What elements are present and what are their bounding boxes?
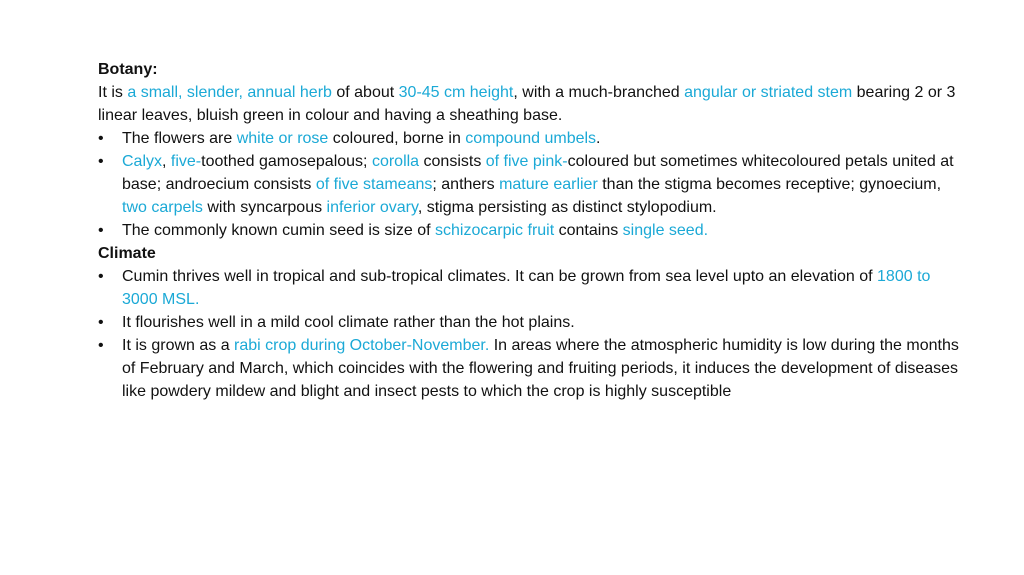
climate-bullet-flourishes	[98, 311, 968, 334]
text-run: with syncarpous	[202, 199, 327, 216]
slide-content	[98, 58, 968, 403]
text-run: In areas where the atmospheric humidity is low during the months of February and March, which coincides with the flowering and fruiting periods, it induces the development of diseases like powdery mildew and blight and insect pests to which the crop is highly susceptible	[122, 337, 959, 400]
bullet-text	[122, 153, 954, 216]
text-run: bearing 2 or 3 linear leaves, bluish green in colour and having a sheathing base.	[98, 84, 956, 124]
climate-bullet-thrives	[98, 265, 968, 311]
botany-bullet-seed	[98, 219, 968, 242]
bullet-text	[122, 130, 601, 147]
bullet-text	[122, 314, 575, 331]
bullet-icon: •	[98, 314, 104, 331]
bullet-icon: •	[98, 130, 104, 147]
highlighted-text: five-	[170, 153, 202, 170]
highlighted-text: inferior ovary	[326, 199, 418, 216]
highlighted-text: a small, slender, annual herb	[127, 84, 332, 101]
text-run: of about	[331, 84, 399, 101]
highlighted-text: angular or striated stem	[684, 84, 853, 101]
highlighted-text: mature earlier	[499, 176, 598, 193]
climate-heading: Climate	[98, 245, 156, 262]
highlighted-text: compound umbels	[465, 130, 597, 147]
bullet-icon: •	[98, 268, 104, 285]
bullet-icon: •	[98, 222, 104, 239]
bullet-text	[122, 337, 959, 400]
bullet-text	[122, 268, 930, 308]
highlighted-text: rabi crop during October-November.	[234, 337, 490, 354]
text-run: , stigma persisting as distinct stylopodium.	[417, 199, 717, 216]
climate-bullet-rabi	[98, 334, 968, 403]
botany-intro	[98, 81, 968, 127]
text-run: coloured, borne in	[328, 130, 466, 147]
text-run: ; anthers	[432, 176, 500, 193]
highlighted-text: white or rose	[236, 130, 329, 147]
text-run: The commonly known cumin seed is size of	[122, 222, 436, 239]
text-run: toothed gamosepalous;	[201, 153, 372, 170]
text-run: , with a much-branched	[513, 84, 685, 101]
highlighted-text: single seed.	[622, 222, 709, 239]
text-run: It is	[98, 84, 128, 101]
botany-bullet-calyx	[98, 150, 968, 219]
text-run: consists	[419, 153, 486, 170]
botany-heading: Botany:	[98, 61, 158, 78]
text-run: contains	[554, 222, 623, 239]
highlighted-text: two carpels	[122, 199, 203, 216]
highlighted-text: Calyx	[122, 153, 163, 170]
highlighted-text: of five pink-	[485, 153, 568, 170]
text-run: It flourishes well in a mild cool climate rather than the hot plains.	[122, 314, 575, 331]
text-run: .	[596, 130, 601, 147]
highlighted-text: of five stameans	[315, 176, 433, 193]
text-run: The flowers are	[122, 130, 237, 147]
highlighted-text: 30-45 cm height	[398, 84, 514, 101]
highlighted-text: corolla	[371, 153, 420, 170]
bullet-icon: •	[98, 153, 104, 170]
highlighted-text: schizocarpic fruit	[435, 222, 555, 239]
bullet-icon: •	[98, 337, 104, 354]
highlighted-text: 1800 to 3000 MSL.	[122, 268, 931, 308]
text-run: Cumin thrives well in tropical and sub-tropical climates. It can be grown from sea level upto an elevation of	[122, 268, 878, 285]
botany-bullet-flowers	[98, 127, 968, 150]
text-run: than the stigma becomes receptive; gynoecium,	[597, 176, 942, 193]
text-run: It is grown as a	[122, 337, 235, 354]
text-run: ,	[162, 153, 171, 170]
text-run: coloured but sometimes whitecoloured petals united at base; androecium consists	[122, 153, 954, 193]
bullet-text	[122, 222, 708, 239]
